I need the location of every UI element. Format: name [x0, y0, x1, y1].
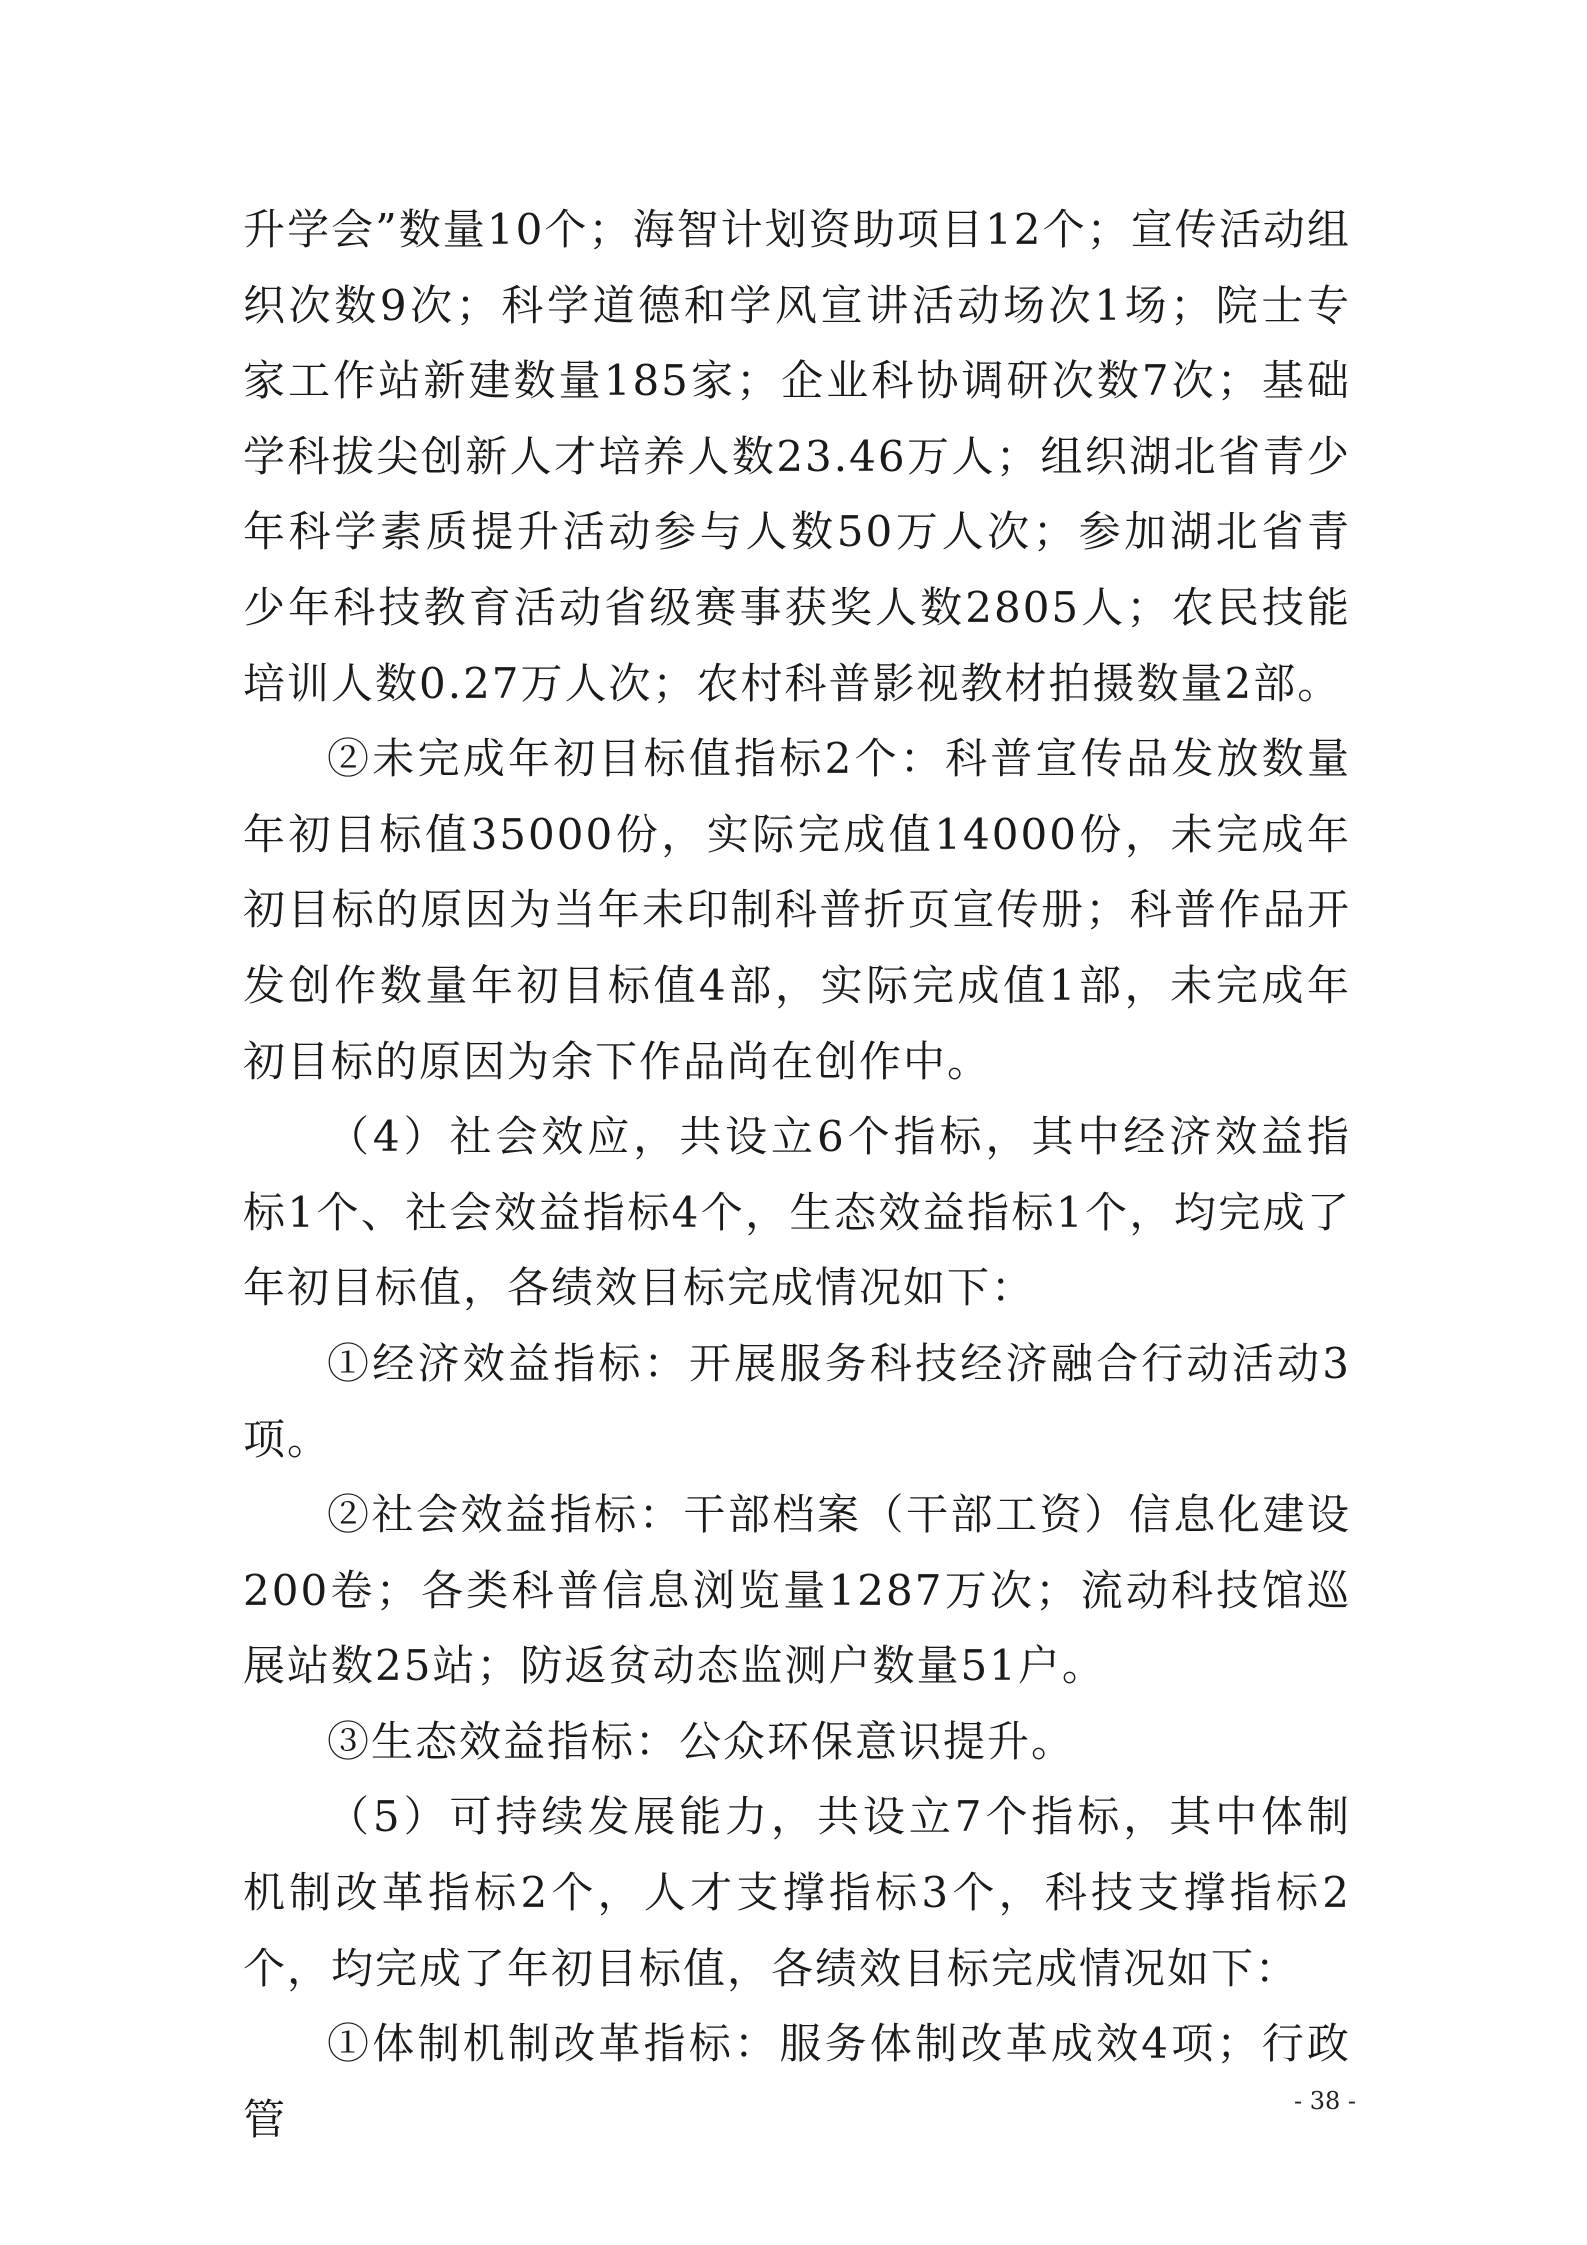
- paragraph-2: ②未完成年初目标值指标2个：科普宣传品发放数量年初目标值35000份，实际完成值14000份，未完成年初目标的原因为当年未印制科普折页宣传册；科普作品开发创作数量年初目标值4部，实际完成值1部，未完成年初目标的原因为余下作品尚在创作中。: [243, 734, 1351, 1086]
- paragraph-4: ①经济效益指标：开展服务科技经济融合行动活动3项。: [243, 1338, 1351, 1464]
- page-number: - 38 -: [1293, 2087, 1356, 2115]
- paragraph-5: ②社会效益指标：干部档案（干部工资）信息化建设200卷；各类科普信息浏览量1287万次；流动科技馆巡展站数25站；防返贫动态监测户数量51户。: [243, 1490, 1351, 1691]
- paragraph-7: （5）可持续发展能力，共设立7个指标，其中体制机制改革指标2个，人才支撑指标3个，科技支撑指标2个，均完成了年初目标值，各绩效目标完成情况如下：: [243, 1792, 1351, 1993]
- body-text: [243, 192, 1351, 2157]
- paragraph-6: ③生态效益指标：公众环保意识提升。: [327, 1716, 1076, 1766]
- paragraph-8: ①体制机制改革指标：服务体制改革成效4项；行政管: [243, 2019, 1351, 2144]
- paragraph-1: 升学会”数量10个；海智计划资助项目12个；宣传活动组织次数9次；科学道德和学风宣讲活动场次1场；院士专家工作站新建数量185家；企业科协调研次数7次；基础学科拔尖创新人才培养人数23.46万人；组织湖北省青少年科学素质提升活动参与人数50万人次；参加湖北省青少年科技教育活动省级赛事获奖人数2805人；农民技能培训人数0.27万人次；农村科普影视教材拍摄数量2部。: [243, 205, 1351, 708]
- paragraph-3: （4）社会效应，共设立6个指标，其中经济效益指标1个、社会效益指标4个，生态效益指标1个，均完成了年初目标值，各绩效目标完成情况如下：: [243, 1112, 1351, 1313]
